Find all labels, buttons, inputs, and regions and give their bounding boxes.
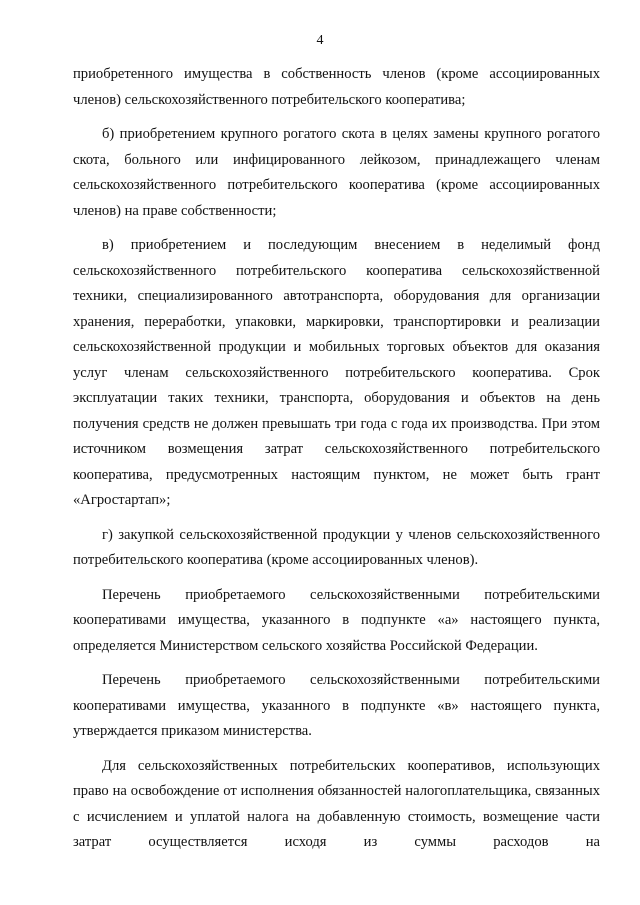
paragraph-item-v: в) приобретением и последующим внесением в неделимый фонд сельскохозяйственного потребительского кооператива сельскохозяйственной техники, специализированного автотранспорта, оборудования для организации хранения, переработки, упаковки, маркировки, транспортировки и реализации сельскохозяйственной продукции и мобильных торговых объектов для оказания услуг членам сельскохозяйственного потребительского кооператива. Срок эксплуатации таких техники, транспорта, оборудования и объектов на день получения средств не должен превышать три года с года их производства. При этом источником возмещения затрат сельскохозяйственного потребительского кооператива, предусмотренных настоящим пунктом, не может быть грант «Агростартап»; [73,237,600,508]
document-body [73,62,600,856]
paragraph-vat-note: Для сельскохозяйственных потребительских кооперативов, использующих право на освобождение от исполнения обязанностей налогоплательщика, связанных с исчислением и уплатой налога на добавленную стоимость, возмещение части затрат осуществляется исходя из суммы расходов на [73,757,600,850]
paragraph-list-v-note: Перечень приобретаемого сельскохозяйственными потребительскими кооперативами имущества, указанного в подпункте «в» настоящего пункта, утверждается приказом министерства. [73,672,600,739]
paragraph-list-a-note: Перечень приобретаемого сельскохозяйственными потребительскими кооперативами имущества, указанного в подпункте «а» настоящего пункта, определяется Министерством сельского хозяйства Российской Федерации. [73,586,600,654]
paragraph-continuation: приобретенного имущества в собственность членов (кроме ассоциированных членов) сельскохозяйственного потребительского кооператива; [73,66,600,108]
page-number: 4 [316,33,324,48]
paragraph-item-b: б) приобретением крупного рогатого скота в целях замены крупного рогатого скота, больного или инфицированного лейкозом, принадлежащего членам сельскохозяйственного потребительского кооператива (кроме ассоциированных членов) на праве собственности; [73,126,600,219]
paragraph-item-g: г) закупкой сельскохозяйственной продукции у членов сельскохозяйственного потребительского кооператива (кроме ассоциированных членов). [73,526,600,568]
